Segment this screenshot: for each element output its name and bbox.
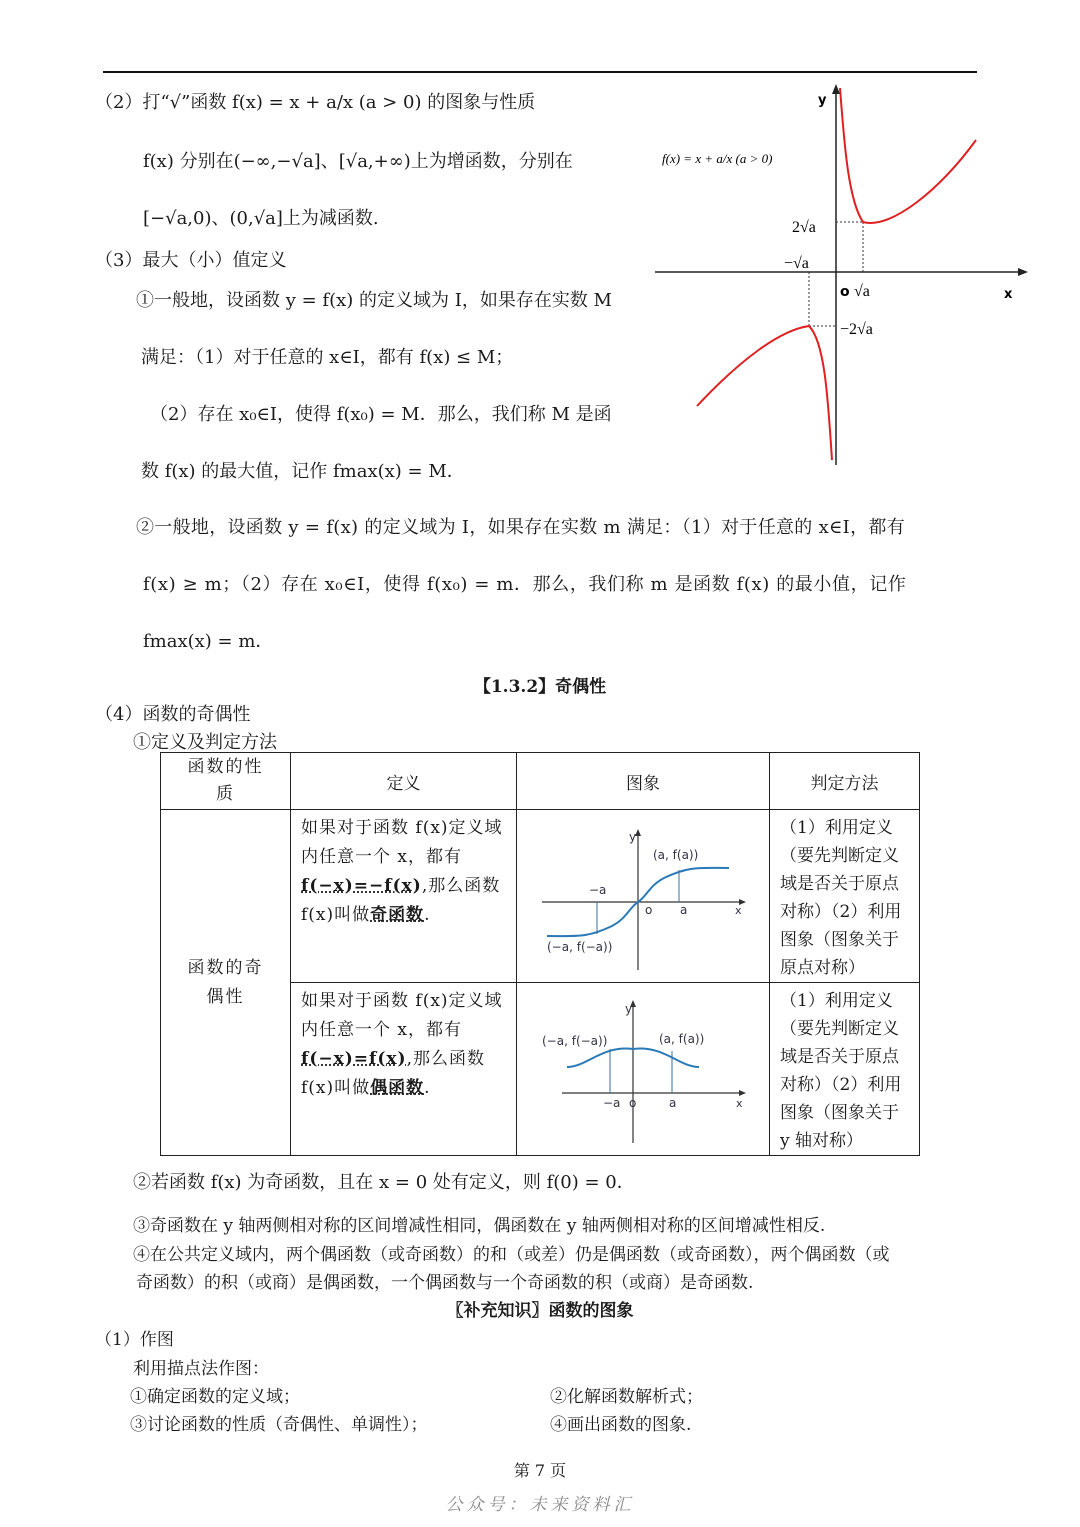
- y-axis-arrow: [832, 84, 840, 94]
- even-neg-a-label: −a: [603, 1096, 621, 1110]
- section3-p1: ①一般地，设函数 y = f(x) 的定义域为 I，如果存在实数 M: [136, 290, 612, 311]
- even-x-arrow: [739, 1090, 746, 1096]
- section2-line2: [−√a,0)、(0,√a]上为减函数.: [143, 208, 379, 229]
- section4-subtitle: ①定义及判定方法: [133, 732, 277, 753]
- even-y-label: y: [625, 1002, 633, 1016]
- row-label-parity: 函数的奇偶性: [161, 810, 291, 1156]
- graph-label-neg2sqa: −2√a: [840, 321, 873, 338]
- even-x-label: x: [736, 1097, 743, 1110]
- graph-label-negsqa: −√a: [784, 255, 809, 272]
- odd-a-label: a: [680, 903, 688, 917]
- heading-1-3-2: 【1.3.2】奇偶性: [473, 677, 607, 697]
- section3-q1: ②一般地，设函数 y = f(x) 的定义域为 I，如果存在实数 m 满足：（1）对于任意的 x∈I，都有: [136, 517, 905, 538]
- even-def-end: .: [424, 1078, 431, 1098]
- x-axis-arrow: [1018, 268, 1028, 276]
- supplement-t1: （1）作图: [95, 1330, 174, 1350]
- section3-title: （3）最大（小）值定义: [95, 250, 287, 271]
- even-origin-label: o: [629, 1096, 637, 1110]
- note-4b: 奇函数）的积（或商）是偶函数，一个偶函数与一个奇函数的积（或商）是奇函数.: [136, 1273, 754, 1293]
- header-graph: 图象: [517, 753, 770, 810]
- odd-graph-cell: [517, 810, 770, 983]
- note-2: ②若函数 f(x) 为奇函数，且在 x = 0 处有定义，则 f(0) = 0．: [133, 1172, 635, 1193]
- odd-definition: [291, 810, 517, 983]
- graph-x-label: x: [1004, 287, 1013, 302]
- section3-p2: 满足：（1）对于任意的 x∈I，都有 f(x) ≤ M；: [141, 347, 514, 368]
- even-method: （1）利用定义（要先判断定义域是否关于原点对称）（2）利用图象（图象关于 y 轴对称）: [770, 983, 920, 1156]
- parity-table: [160, 752, 920, 1156]
- supplement-t2: 利用描点法作图：: [133, 1359, 269, 1379]
- section2-line1: f(x) 分别在(−∞,−√a]、[√a,+∞)上为增函数，分别在: [143, 151, 573, 172]
- graph-y-label: y: [818, 93, 827, 108]
- odd-x-label: x: [735, 904, 742, 917]
- odd-def-end: .: [424, 905, 431, 925]
- odd-function-graph: [517, 810, 767, 978]
- top-rule: [103, 71, 977, 73]
- section4-title: （4）函数的奇偶性: [95, 704, 251, 725]
- even-a-label: a: [669, 1096, 677, 1110]
- even-function-graph: [517, 983, 767, 1151]
- even-definition: [291, 983, 517, 1156]
- odd-def-prefix: 如果对于函数 f(x)定义域内任意一个 x，都有: [301, 818, 503, 867]
- section3-q3: fmax(x) = m．: [143, 631, 274, 652]
- even-point-a-label: (a, f(a)): [659, 1032, 705, 1046]
- header-property: 函数的性 质: [161, 753, 291, 810]
- graph-origin-label: o: [840, 284, 850, 300]
- odd-neg-a-label: −a: [589, 883, 607, 897]
- odd-point-neg-a-label: (−a, f(−a)): [547, 940, 613, 954]
- check-function-graph: [650, 80, 1040, 470]
- supplement-step4: ④画出函数的图象.: [550, 1415, 692, 1435]
- header-definition: 定义: [291, 753, 517, 810]
- even-point-neg-a-label: (−a, f(−a)): [542, 1034, 608, 1048]
- supplement-heading: 〖补充知识〗函数的图象: [446, 1301, 634, 1321]
- odd-origin-label: o: [645, 903, 653, 917]
- even-def-term: 偶函数: [370, 1078, 425, 1098]
- graph-label-2sqa: 2√a: [792, 219, 816, 236]
- odd-point-a-label: (a, f(a)): [653, 848, 699, 862]
- odd-y-label: y: [629, 830, 637, 844]
- graph-label-sqa: √a: [854, 283, 870, 300]
- odd-def-term: 奇函数: [370, 905, 425, 925]
- odd-def-middle: ,那么函数 f(x)叫做: [301, 876, 501, 925]
- curve-right-branch: [840, 88, 976, 223]
- section3-p4: 数 f(x) 的最大值，记作 fmax(x) = M．: [141, 461, 465, 482]
- curve-left-branch: [697, 326, 832, 460]
- note-4a: ④在公共定义域内，两个偶函数（或奇函数）的和（或差）仍是偶函数（或奇函数），两个偶函数（或: [133, 1245, 890, 1265]
- supplement-step1: ①确定函数的定义域；: [130, 1387, 300, 1407]
- even-def-middle: ,那么函数 f(x)叫做: [301, 1049, 485, 1098]
- section3-q2: f(x) ≥ m；（2）存在 x₀∈I，使得 f(x₀) = m．那么，我们称 m 是函数 f(x) 的最小值，记作: [143, 574, 907, 595]
- graph-formula: f(x) = x + a/x (a > 0): [662, 151, 773, 166]
- even-graph-cell: [517, 983, 770, 1156]
- section2-title: （2）打“√”函数 f(x) = x + a/x (a > 0) 的图象与性质: [95, 92, 536, 113]
- note-3: ③奇函数在 y 轴两侧相对称的区间增减性相同，偶函数在 y 轴两侧相对称的区间增减性相反.: [133, 1216, 826, 1236]
- even-def-prefix: 如果对于函数 f(x)定义域内任意一个 x，都有: [301, 991, 503, 1040]
- odd-def-condition: f(−x)=−f(x): [301, 876, 422, 896]
- even-def-condition: f(−x)=f(x): [301, 1049, 407, 1069]
- header-method: 判定方法: [770, 753, 920, 810]
- supplement-step2: ②化解函数解析式；: [550, 1387, 703, 1407]
- odd-method: （1）利用定义（要先判断定义域是否关于原点对称）（2）利用图象（图象关于原点对称）: [770, 810, 920, 983]
- supplement-step3: ③讨论函数的性质（奇偶性、单调性）；: [130, 1415, 428, 1435]
- section3-p3: （2）存在 x₀∈I，使得 f(x₀) = M．那么，我们称 M 是函: [150, 404, 612, 425]
- page-number: 第 7 页: [513, 1461, 567, 1480]
- watermark: 公众号：未来资料汇: [445, 1495, 635, 1515]
